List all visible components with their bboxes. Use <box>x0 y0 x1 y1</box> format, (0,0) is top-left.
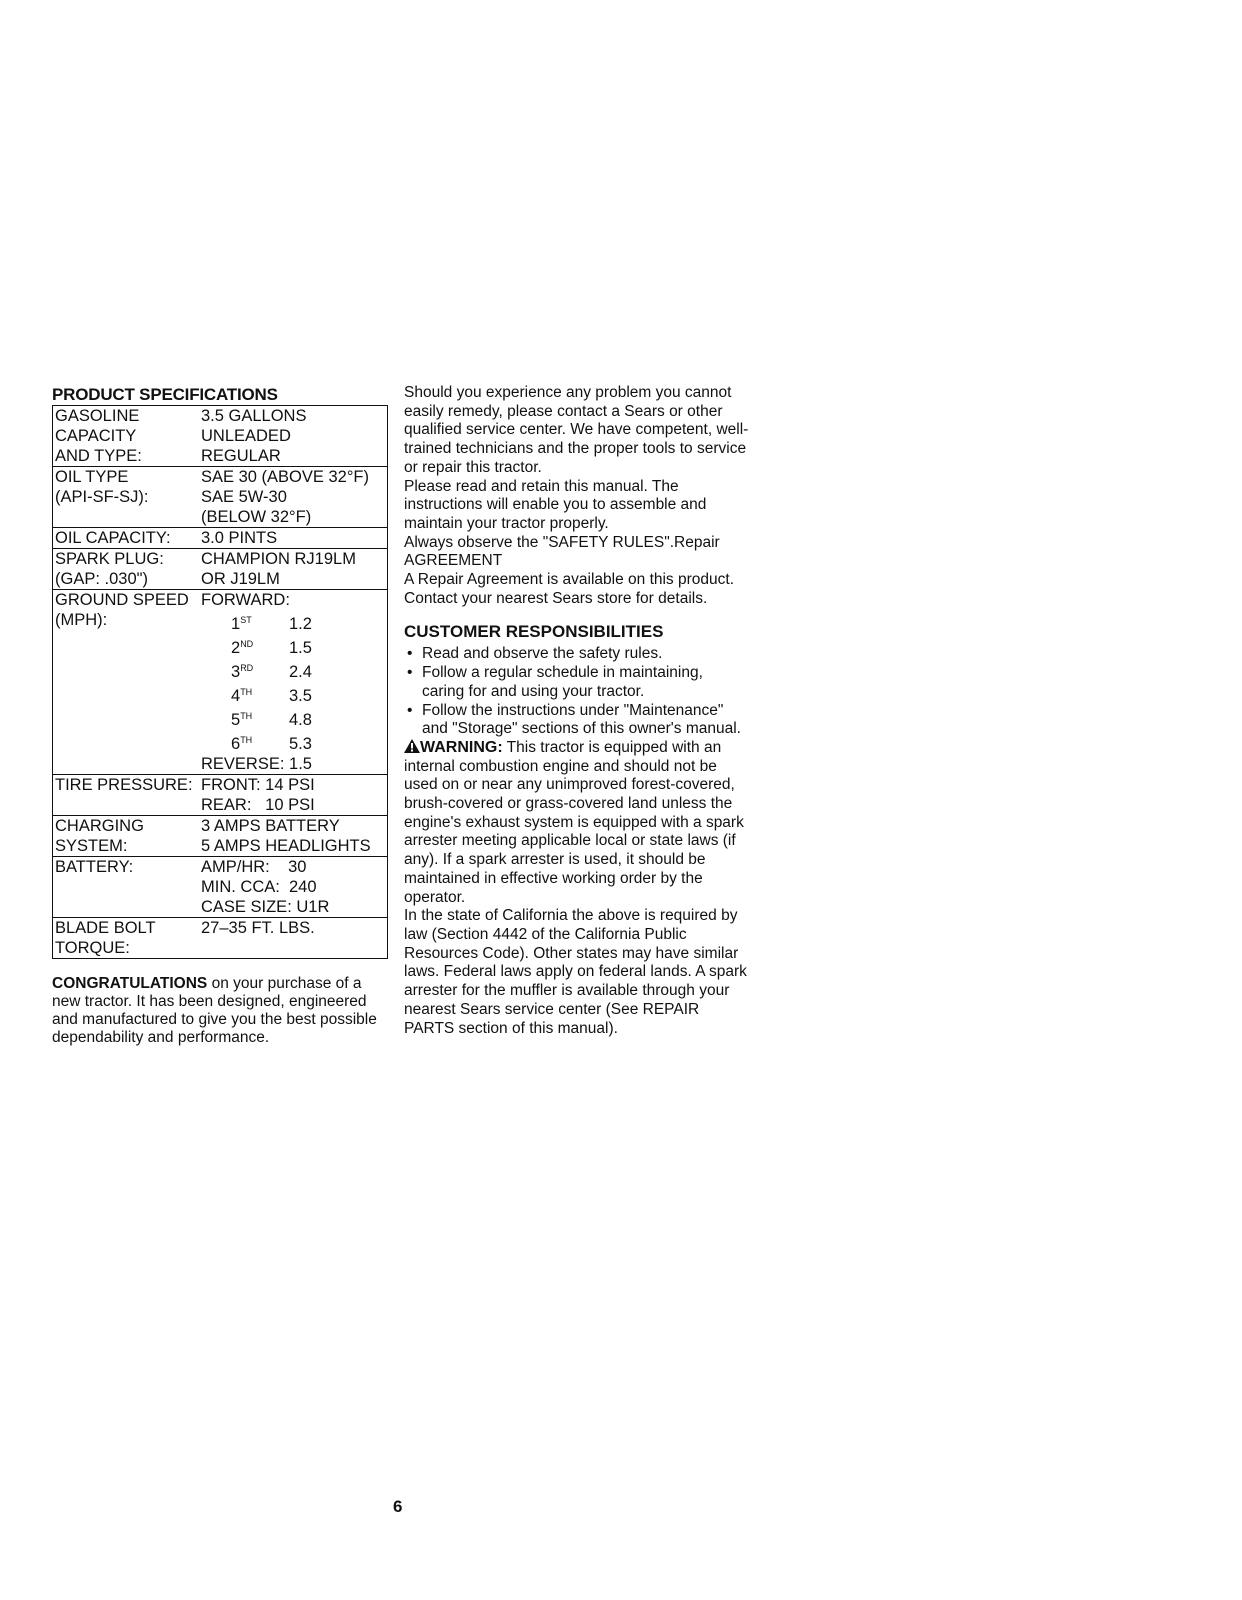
reverse-speed: REVERSE: 1.5 <box>201 755 312 773</box>
gear-speed: 3.5 <box>289 687 312 705</box>
gear-number: 6 <box>231 735 241 753</box>
spec-value: 3.0 PINTS <box>201 529 278 547</box>
gear-suffix: RD <box>240 663 254 673</box>
gear-row <box>201 730 385 754</box>
gear-speed: 2.4 <box>289 663 312 681</box>
gear-ordinal <box>231 682 289 706</box>
spec-value: AMP/HR: 30 MIN. CCA: 240 CASE SIZE: U1R <box>201 858 330 916</box>
spec-label: OIL TYPE (API-SF-SJ): <box>55 468 149 506</box>
spec-value: FRONT: 14 PSI REAR: 10 PSI <box>201 776 315 814</box>
spec-value: 3.5 GALLONS UNLEADED REGULAR <box>201 407 307 465</box>
gear-row <box>201 634 385 658</box>
spec-row-battery <box>53 857 388 918</box>
spec-label: OIL CAPACITY: <box>55 529 171 547</box>
product-specifications-heading: PRODUCT SPECIFICATIONS <box>52 385 278 404</box>
gear-number: 4 <box>231 687 241 705</box>
gear-ordinal <box>231 658 289 682</box>
spec-row-oil-type <box>53 467 388 528</box>
spec-row-spark-plug <box>53 549 388 590</box>
list-item: • Read and observe the safety rules. <box>404 645 749 664</box>
gear-speed: 5.3 <box>289 735 312 753</box>
congratulations-paragraph <box>52 975 392 1047</box>
spec-label: SPARK PLUG: (GAP: .030") <box>55 550 164 588</box>
left-column <box>52 386 392 1063</box>
gear-number: 5 <box>231 711 241 729</box>
specifications-table <box>52 405 388 959</box>
spec-value-ground-speed <box>199 590 388 775</box>
gear-suffix: TH <box>240 711 253 721</box>
customer-responsibilities-heading: CUSTOMER RESPONSIBILITIES <box>404 622 664 642</box>
spec-label: TIRE PRESSURE: <box>55 776 193 794</box>
warning-paragraph <box>404 739 749 907</box>
gear-speed: 1.5 <box>289 639 312 657</box>
gear-number: 3 <box>231 663 241 681</box>
spec-label: CHARGING SYSTEM: <box>55 817 144 855</box>
gear-suffix: TH <box>240 735 253 745</box>
gear-number: 2 <box>231 639 241 657</box>
gear-suffix: ND <box>240 639 254 649</box>
gear-speed: 4.8 <box>289 711 312 729</box>
gear-suffix: TH <box>240 687 253 697</box>
right-column <box>404 384 749 1038</box>
spec-row-ground-speed <box>53 590 388 775</box>
gear-ordinal <box>231 610 289 634</box>
responsibilities-list <box>404 645 749 739</box>
gear-row <box>201 658 385 682</box>
list-item: • Follow a regular schedule in maintaining, caring for and using your tractor. <box>404 664 749 701</box>
gear-row <box>201 682 385 706</box>
safety-rules-paragraph: Always observe the "SAFETY RULES".Repair AGREEMENT <box>404 533 720 570</box>
spec-row-charging <box>53 816 388 857</box>
spec-value: 3 AMPS BATTERY 5 AMPS HEADLIGHTS <box>201 817 371 855</box>
gear-suffix: ST <box>240 615 252 625</box>
spec-row-tire-pressure <box>53 775 388 816</box>
spec-row-gasoline <box>53 406 388 467</box>
gear-ordinal <box>231 706 289 730</box>
gear-list <box>201 610 385 754</box>
gear-row <box>201 610 385 634</box>
spec-value: 27–35 FT. LBS. <box>201 919 315 937</box>
spec-label: BLADE BOLT TORQUE: <box>55 919 156 957</box>
gear-row <box>201 706 385 730</box>
spec-value: SAE 30 (ABOVE 32°F) SAE 5W-30 (BELOW 32°F) <box>201 468 369 526</box>
warning-triangle-icon <box>404 739 420 753</box>
congratulations-lead: CONGRATULATIONS <box>52 975 208 992</box>
service-intro-paragraph: Should you experience any problem you cannot easily remedy, please contact a Sears or other qualified service center. We have competent, well-trained technicians and the proper tools to service or repair this tractor. <box>404 384 749 476</box>
forward-label: FORWARD: <box>201 591 290 609</box>
page-number: 6 <box>393 1497 403 1516</box>
spec-label: GASOLINE CAPACITY AND TYPE: <box>55 407 142 465</box>
california-paragraph: In the state of California the above is required by law (Section 4442 of the California Public Resources Code). Other states may have similar laws. Federal laws apply on federal lands. A spark arrester for the muffler is available through your nearest Sears service center (See REPAIR PARTS section of this manual). <box>404 907 747 1037</box>
list-item: • Follow the instructions under "Maintenance" and "Storage" sections of this owner's manual. <box>404 702 749 739</box>
warning-text: This tractor is equipped with an internal combustion engine and should not be used on or near any unimproved forest-covered, brush-covered or grass-covered land unless the engine's exhaust system is equipped with a spark arrester meeting applicable local or state laws (if any). If a spark arrester is used, it should be maintained in effective working order by the operator. <box>404 738 744 906</box>
warning-label: WARNING: <box>420 738 503 756</box>
retain-manual-paragraph: Please read and retain this manual. The instructions will enable you to assemble and maintain your tractor properly. <box>404 477 707 532</box>
gear-ordinal <box>231 634 289 658</box>
spec-row-oil-capacity <box>53 528 388 549</box>
congratulations-text: on your purchase of a new tractor. It has been designed, engineered and manufactured to give you the best possible dependability and performance. <box>52 975 377 1046</box>
spec-label: BATTERY: <box>55 858 134 876</box>
spec-label: GROUND SPEED (MPH): <box>55 591 189 629</box>
repair-agreement-paragraph: A Repair Agreement is available on this product. Contact your nearest Sears store for details. <box>404 571 734 607</box>
spec-row-blade-bolt <box>53 918 388 959</box>
gear-number: 1 <box>231 615 241 633</box>
gear-ordinal <box>231 730 289 754</box>
spec-value: CHAMPION RJ19LM OR J19LM <box>201 550 356 588</box>
gear-speed: 1.2 <box>289 615 312 633</box>
